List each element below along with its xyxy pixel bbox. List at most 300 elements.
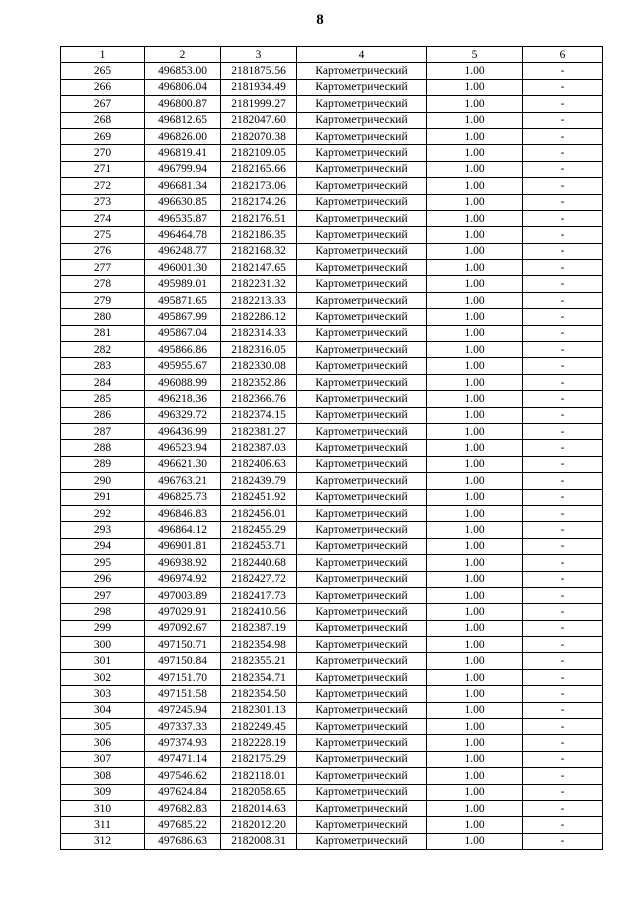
accuracy-cell: 1.00 bbox=[427, 342, 523, 358]
note-cell: - bbox=[523, 784, 603, 800]
x-coordinate-cell: 497374.93 bbox=[145, 735, 221, 751]
table-row bbox=[61, 194, 603, 210]
method-cell: Картометрический bbox=[297, 620, 427, 636]
accuracy-cell: 1.00 bbox=[427, 505, 523, 521]
y-coordinate-cell: 2182109.05 bbox=[221, 145, 297, 161]
point-number-cell: 295 bbox=[61, 555, 145, 571]
note-cell: - bbox=[523, 112, 603, 128]
y-coordinate-cell: 2182417.73 bbox=[221, 587, 297, 603]
x-coordinate-cell: 496853.00 bbox=[145, 63, 221, 79]
x-coordinate-cell: 496799.94 bbox=[145, 161, 221, 177]
x-coordinate-cell: 496901.81 bbox=[145, 538, 221, 554]
y-coordinate-cell: 2182456.01 bbox=[221, 505, 297, 521]
method-cell: Картометрический bbox=[297, 473, 427, 489]
accuracy-cell: 1.00 bbox=[427, 178, 523, 194]
y-coordinate-cell: 2182176.51 bbox=[221, 210, 297, 226]
accuracy-cell: 1.00 bbox=[427, 555, 523, 571]
table-row bbox=[61, 800, 603, 816]
column-header: 5 bbox=[427, 47, 523, 63]
method-cell: Картометрический bbox=[297, 555, 427, 571]
point-number-cell: 303 bbox=[61, 686, 145, 702]
method-cell: Картометрический bbox=[297, 702, 427, 718]
point-number-cell: 274 bbox=[61, 210, 145, 226]
y-coordinate-cell: 2182314.33 bbox=[221, 325, 297, 341]
table-row bbox=[61, 702, 603, 718]
note-cell: - bbox=[523, 620, 603, 636]
method-cell: Картометрический bbox=[297, 227, 427, 243]
note-cell: - bbox=[523, 473, 603, 489]
y-coordinate-cell: 2182118.01 bbox=[221, 768, 297, 784]
table-row bbox=[61, 227, 603, 243]
table-row bbox=[61, 473, 603, 489]
point-number-cell: 267 bbox=[61, 96, 145, 112]
table-row bbox=[61, 161, 603, 177]
x-coordinate-cell: 496864.12 bbox=[145, 522, 221, 538]
x-coordinate-cell: 495871.65 bbox=[145, 292, 221, 308]
x-coordinate-cell: 496826.00 bbox=[145, 128, 221, 144]
accuracy-cell: 1.00 bbox=[427, 686, 523, 702]
method-cell: Картометрический bbox=[297, 604, 427, 620]
x-coordinate-cell: 496819.41 bbox=[145, 145, 221, 161]
point-number-cell: 312 bbox=[61, 833, 145, 849]
column-header: 2 bbox=[145, 47, 221, 63]
x-coordinate-cell: 495955.67 bbox=[145, 358, 221, 374]
method-cell: Картометрический bbox=[297, 538, 427, 554]
table-row bbox=[61, 145, 603, 161]
note-cell: - bbox=[523, 505, 603, 521]
note-cell: - bbox=[523, 686, 603, 702]
x-coordinate-cell: 496846.83 bbox=[145, 505, 221, 521]
column-header: 4 bbox=[297, 47, 427, 63]
y-coordinate-cell: 2182354.50 bbox=[221, 686, 297, 702]
accuracy-cell: 1.00 bbox=[427, 276, 523, 292]
note-cell: - bbox=[523, 227, 603, 243]
note-cell: - bbox=[523, 178, 603, 194]
method-cell: Картометрический bbox=[297, 112, 427, 128]
table-row bbox=[61, 260, 603, 276]
note-cell: - bbox=[523, 751, 603, 767]
table-row bbox=[61, 423, 603, 439]
table-row bbox=[61, 735, 603, 751]
y-coordinate-cell: 2182352.86 bbox=[221, 374, 297, 390]
x-coordinate-cell: 496800.87 bbox=[145, 96, 221, 112]
table-row bbox=[61, 719, 603, 735]
y-coordinate-cell: 2182249.45 bbox=[221, 719, 297, 735]
method-cell: Картометрический bbox=[297, 358, 427, 374]
point-number-cell: 268 bbox=[61, 112, 145, 128]
x-coordinate-cell: 496812.65 bbox=[145, 112, 221, 128]
x-coordinate-cell: 496088.99 bbox=[145, 374, 221, 390]
note-cell: - bbox=[523, 719, 603, 735]
point-number-cell: 273 bbox=[61, 194, 145, 210]
note-cell: - bbox=[523, 817, 603, 833]
method-cell: Картометрический bbox=[297, 292, 427, 308]
method-cell: Картометрический bbox=[297, 325, 427, 341]
method-cell: Картометрический bbox=[297, 522, 427, 538]
x-coordinate-cell: 497092.67 bbox=[145, 620, 221, 636]
x-coordinate-cell: 497686.63 bbox=[145, 833, 221, 849]
y-coordinate-cell: 2182453.71 bbox=[221, 538, 297, 554]
accuracy-cell: 1.00 bbox=[427, 194, 523, 210]
note-cell: - bbox=[523, 374, 603, 390]
point-number-cell: 284 bbox=[61, 374, 145, 390]
point-number-cell: 305 bbox=[61, 719, 145, 735]
method-cell: Картометрический bbox=[297, 128, 427, 144]
x-coordinate-cell: 495867.99 bbox=[145, 309, 221, 325]
method-cell: Картометрический bbox=[297, 735, 427, 751]
x-coordinate-cell: 497337.33 bbox=[145, 719, 221, 735]
y-coordinate-cell: 2182047.60 bbox=[221, 112, 297, 128]
table-row bbox=[61, 128, 603, 144]
table-row bbox=[61, 637, 603, 653]
table-row bbox=[61, 210, 603, 226]
method-cell: Картометрический bbox=[297, 587, 427, 603]
table-row bbox=[61, 358, 603, 374]
note-cell: - bbox=[523, 440, 603, 456]
table-row bbox=[61, 522, 603, 538]
table-row bbox=[61, 768, 603, 784]
y-coordinate-cell: 2182173.06 bbox=[221, 178, 297, 194]
point-number-cell: 307 bbox=[61, 751, 145, 767]
table-row bbox=[61, 587, 603, 603]
x-coordinate-cell: 497245.94 bbox=[145, 702, 221, 718]
note-cell: - bbox=[523, 309, 603, 325]
table-row bbox=[61, 243, 603, 259]
point-number-cell: 286 bbox=[61, 407, 145, 423]
x-coordinate-cell: 497151.58 bbox=[145, 686, 221, 702]
accuracy-cell: 1.00 bbox=[427, 391, 523, 407]
y-coordinate-cell: 2182374.15 bbox=[221, 407, 297, 423]
accuracy-cell: 1.00 bbox=[427, 227, 523, 243]
x-coordinate-cell: 496806.04 bbox=[145, 79, 221, 95]
table-row bbox=[61, 555, 603, 571]
note-cell: - bbox=[523, 63, 603, 79]
accuracy-cell: 1.00 bbox=[427, 620, 523, 636]
note-cell: - bbox=[523, 407, 603, 423]
accuracy-cell: 1.00 bbox=[427, 702, 523, 718]
accuracy-cell: 1.00 bbox=[427, 719, 523, 735]
accuracy-cell: 1.00 bbox=[427, 96, 523, 112]
point-number-cell: 285 bbox=[61, 391, 145, 407]
table-row bbox=[61, 96, 603, 112]
coordinates-table bbox=[60, 46, 603, 850]
table-row bbox=[61, 456, 603, 472]
y-coordinate-cell: 2182286.12 bbox=[221, 309, 297, 325]
x-coordinate-cell: 496248.77 bbox=[145, 243, 221, 259]
x-coordinate-cell: 496825.73 bbox=[145, 489, 221, 505]
table-row bbox=[61, 309, 603, 325]
y-coordinate-cell: 2182440.68 bbox=[221, 555, 297, 571]
y-coordinate-cell: 2182058.65 bbox=[221, 784, 297, 800]
method-cell: Картометрический bbox=[297, 260, 427, 276]
y-coordinate-cell: 2182316.05 bbox=[221, 342, 297, 358]
note-cell: - bbox=[523, 243, 603, 259]
point-number-cell: 300 bbox=[61, 637, 145, 653]
table-row bbox=[61, 751, 603, 767]
note-cell: - bbox=[523, 456, 603, 472]
point-number-cell: 290 bbox=[61, 473, 145, 489]
method-cell: Картометрический bbox=[297, 276, 427, 292]
x-coordinate-cell: 496535.87 bbox=[145, 210, 221, 226]
accuracy-cell: 1.00 bbox=[427, 653, 523, 669]
accuracy-cell: 1.00 bbox=[427, 669, 523, 685]
accuracy-cell: 1.00 bbox=[427, 735, 523, 751]
y-coordinate-cell: 2182228.19 bbox=[221, 735, 297, 751]
method-cell: Картометрический bbox=[297, 800, 427, 816]
point-number-cell: 292 bbox=[61, 505, 145, 521]
accuracy-cell: 1.00 bbox=[427, 358, 523, 374]
accuracy-cell: 1.00 bbox=[427, 325, 523, 341]
x-coordinate-cell: 496621.30 bbox=[145, 456, 221, 472]
point-number-cell: 269 bbox=[61, 128, 145, 144]
y-coordinate-cell: 2182354.71 bbox=[221, 669, 297, 685]
y-coordinate-cell: 2182455.29 bbox=[221, 522, 297, 538]
note-cell: - bbox=[523, 669, 603, 685]
note-cell: - bbox=[523, 79, 603, 95]
point-number-cell: 310 bbox=[61, 800, 145, 816]
x-coordinate-cell: 496001.30 bbox=[145, 260, 221, 276]
method-cell: Картометрический bbox=[297, 751, 427, 767]
point-number-cell: 277 bbox=[61, 260, 145, 276]
y-coordinate-cell: 2182366.76 bbox=[221, 391, 297, 407]
note-cell: - bbox=[523, 587, 603, 603]
table-row bbox=[61, 63, 603, 79]
table-row bbox=[61, 653, 603, 669]
y-coordinate-cell: 2182439.79 bbox=[221, 473, 297, 489]
accuracy-cell: 1.00 bbox=[427, 423, 523, 439]
y-coordinate-cell: 2182387.19 bbox=[221, 620, 297, 636]
point-number-cell: 291 bbox=[61, 489, 145, 505]
y-coordinate-cell: 2182355.21 bbox=[221, 653, 297, 669]
note-cell: - bbox=[523, 653, 603, 669]
method-cell: Картометрический bbox=[297, 833, 427, 849]
note-cell: - bbox=[523, 637, 603, 653]
note-cell: - bbox=[523, 358, 603, 374]
x-coordinate-cell: 495989.01 bbox=[145, 276, 221, 292]
note-cell: - bbox=[523, 128, 603, 144]
point-number-cell: 298 bbox=[61, 604, 145, 620]
table-row bbox=[61, 112, 603, 128]
point-number-cell: 289 bbox=[61, 456, 145, 472]
accuracy-cell: 1.00 bbox=[427, 784, 523, 800]
column-header: 3 bbox=[221, 47, 297, 63]
x-coordinate-cell: 497151.70 bbox=[145, 669, 221, 685]
note-cell: - bbox=[523, 276, 603, 292]
table-body bbox=[61, 63, 603, 850]
y-coordinate-cell: 2182012.20 bbox=[221, 817, 297, 833]
accuracy-cell: 1.00 bbox=[427, 292, 523, 308]
x-coordinate-cell: 496329.72 bbox=[145, 407, 221, 423]
point-number-cell: 302 bbox=[61, 669, 145, 685]
table-row bbox=[61, 571, 603, 587]
point-number-cell: 278 bbox=[61, 276, 145, 292]
x-coordinate-cell: 496763.21 bbox=[145, 473, 221, 489]
x-coordinate-cell: 496630.85 bbox=[145, 194, 221, 210]
point-number-cell: 276 bbox=[61, 243, 145, 259]
y-coordinate-cell: 2182231.32 bbox=[221, 276, 297, 292]
y-coordinate-cell: 2182387.03 bbox=[221, 440, 297, 456]
y-coordinate-cell: 2182330.08 bbox=[221, 358, 297, 374]
method-cell: Картометрический bbox=[297, 194, 427, 210]
note-cell: - bbox=[523, 391, 603, 407]
note-cell: - bbox=[523, 538, 603, 554]
page-number: 8 bbox=[316, 12, 324, 28]
accuracy-cell: 1.00 bbox=[427, 161, 523, 177]
table-row bbox=[61, 686, 603, 702]
note-cell: - bbox=[523, 342, 603, 358]
x-coordinate-cell: 497682.83 bbox=[145, 800, 221, 816]
x-coordinate-cell: 496464.78 bbox=[145, 227, 221, 243]
table-row bbox=[61, 440, 603, 456]
method-cell: Картометрический bbox=[297, 719, 427, 735]
note-cell: - bbox=[523, 161, 603, 177]
method-cell: Картометрический bbox=[297, 440, 427, 456]
accuracy-cell: 1.00 bbox=[427, 145, 523, 161]
y-coordinate-cell: 2182070.38 bbox=[221, 128, 297, 144]
method-cell: Картометрический bbox=[297, 669, 427, 685]
method-cell: Картометрический bbox=[297, 145, 427, 161]
accuracy-cell: 1.00 bbox=[427, 604, 523, 620]
table-row bbox=[61, 292, 603, 308]
accuracy-cell: 1.00 bbox=[427, 456, 523, 472]
table-row bbox=[61, 817, 603, 833]
point-number-cell: 304 bbox=[61, 702, 145, 718]
method-cell: Картометрический bbox=[297, 653, 427, 669]
point-number-cell: 271 bbox=[61, 161, 145, 177]
accuracy-cell: 1.00 bbox=[427, 128, 523, 144]
method-cell: Картометрический bbox=[297, 489, 427, 505]
point-number-cell: 281 bbox=[61, 325, 145, 341]
accuracy-cell: 1.00 bbox=[427, 407, 523, 423]
note-cell: - bbox=[523, 423, 603, 439]
y-coordinate-cell: 2182165.66 bbox=[221, 161, 297, 177]
table-row bbox=[61, 669, 603, 685]
point-number-cell: 293 bbox=[61, 522, 145, 538]
accuracy-cell: 1.00 bbox=[427, 571, 523, 587]
x-coordinate-cell: 497003.89 bbox=[145, 587, 221, 603]
point-number-cell: 294 bbox=[61, 538, 145, 554]
point-number-cell: 311 bbox=[61, 817, 145, 833]
point-number-cell: 308 bbox=[61, 768, 145, 784]
point-number-cell: 309 bbox=[61, 784, 145, 800]
point-number-cell: 270 bbox=[61, 145, 145, 161]
method-cell: Картометрический bbox=[297, 407, 427, 423]
note-cell: - bbox=[523, 555, 603, 571]
accuracy-cell: 1.00 bbox=[427, 833, 523, 849]
method-cell: Картометрический bbox=[297, 161, 427, 177]
point-number-cell: 275 bbox=[61, 227, 145, 243]
y-coordinate-cell: 2182168.32 bbox=[221, 243, 297, 259]
y-coordinate-cell: 2181999.27 bbox=[221, 96, 297, 112]
accuracy-cell: 1.00 bbox=[427, 473, 523, 489]
x-coordinate-cell: 497150.71 bbox=[145, 637, 221, 653]
accuracy-cell: 1.00 bbox=[427, 751, 523, 767]
point-number-cell: 306 bbox=[61, 735, 145, 751]
accuracy-cell: 1.00 bbox=[427, 309, 523, 325]
y-coordinate-cell: 2182174.26 bbox=[221, 194, 297, 210]
table-row bbox=[61, 784, 603, 800]
note-cell: - bbox=[523, 260, 603, 276]
point-number-cell: 287 bbox=[61, 423, 145, 439]
x-coordinate-cell: 497624.84 bbox=[145, 784, 221, 800]
accuracy-cell: 1.00 bbox=[427, 79, 523, 95]
accuracy-cell: 1.00 bbox=[427, 63, 523, 79]
column-header: 1 bbox=[61, 47, 145, 63]
x-coordinate-cell: 496436.99 bbox=[145, 423, 221, 439]
method-cell: Картометрический bbox=[297, 96, 427, 112]
point-number-cell: 265 bbox=[61, 63, 145, 79]
note-cell: - bbox=[523, 292, 603, 308]
note-cell: - bbox=[523, 702, 603, 718]
accuracy-cell: 1.00 bbox=[427, 817, 523, 833]
note-cell: - bbox=[523, 833, 603, 849]
y-coordinate-cell: 2181934.49 bbox=[221, 79, 297, 95]
method-cell: Картометрический bbox=[297, 342, 427, 358]
y-coordinate-cell: 2182014.63 bbox=[221, 800, 297, 816]
y-coordinate-cell: 2181875.56 bbox=[221, 63, 297, 79]
accuracy-cell: 1.00 bbox=[427, 800, 523, 816]
table-row bbox=[61, 79, 603, 95]
point-number-cell: 280 bbox=[61, 309, 145, 325]
note-cell: - bbox=[523, 210, 603, 226]
y-coordinate-cell: 2182008.31 bbox=[221, 833, 297, 849]
note-cell: - bbox=[523, 800, 603, 816]
x-coordinate-cell: 497029.91 bbox=[145, 604, 221, 620]
point-number-cell: 272 bbox=[61, 178, 145, 194]
y-coordinate-cell: 2182427.72 bbox=[221, 571, 297, 587]
note-cell: - bbox=[523, 735, 603, 751]
table-header-row bbox=[61, 47, 603, 63]
note-cell: - bbox=[523, 571, 603, 587]
point-number-cell: 288 bbox=[61, 440, 145, 456]
accuracy-cell: 1.00 bbox=[427, 440, 523, 456]
y-coordinate-cell: 2182213.33 bbox=[221, 292, 297, 308]
column-header: 6 bbox=[523, 47, 603, 63]
y-coordinate-cell: 2182381.27 bbox=[221, 423, 297, 439]
method-cell: Картометрический bbox=[297, 456, 427, 472]
x-coordinate-cell: 497150.84 bbox=[145, 653, 221, 669]
table-row bbox=[61, 276, 603, 292]
table-row bbox=[61, 407, 603, 423]
method-cell: Картометрический bbox=[297, 571, 427, 587]
x-coordinate-cell: 497546.62 bbox=[145, 768, 221, 784]
method-cell: Картометрический bbox=[297, 423, 427, 439]
method-cell: Картометрический bbox=[297, 243, 427, 259]
accuracy-cell: 1.00 bbox=[427, 112, 523, 128]
point-number-cell: 279 bbox=[61, 292, 145, 308]
point-number-cell: 301 bbox=[61, 653, 145, 669]
table-row bbox=[61, 342, 603, 358]
y-coordinate-cell: 2182406.63 bbox=[221, 456, 297, 472]
method-cell: Картометрический bbox=[297, 63, 427, 79]
x-coordinate-cell: 497471.14 bbox=[145, 751, 221, 767]
method-cell: Картометрический bbox=[297, 505, 427, 521]
note-cell: - bbox=[523, 768, 603, 784]
note-cell: - bbox=[523, 325, 603, 341]
y-coordinate-cell: 2182147.65 bbox=[221, 260, 297, 276]
method-cell: Картометрический bbox=[297, 79, 427, 95]
method-cell: Картометрический bbox=[297, 768, 427, 784]
point-number-cell: 266 bbox=[61, 79, 145, 95]
x-coordinate-cell: 496938.92 bbox=[145, 555, 221, 571]
x-coordinate-cell: 496974.92 bbox=[145, 571, 221, 587]
point-number-cell: 282 bbox=[61, 342, 145, 358]
table-row bbox=[61, 833, 603, 849]
note-cell: - bbox=[523, 194, 603, 210]
method-cell: Картометрический bbox=[297, 686, 427, 702]
point-number-cell: 296 bbox=[61, 571, 145, 587]
x-coordinate-cell: 495866.86 bbox=[145, 342, 221, 358]
